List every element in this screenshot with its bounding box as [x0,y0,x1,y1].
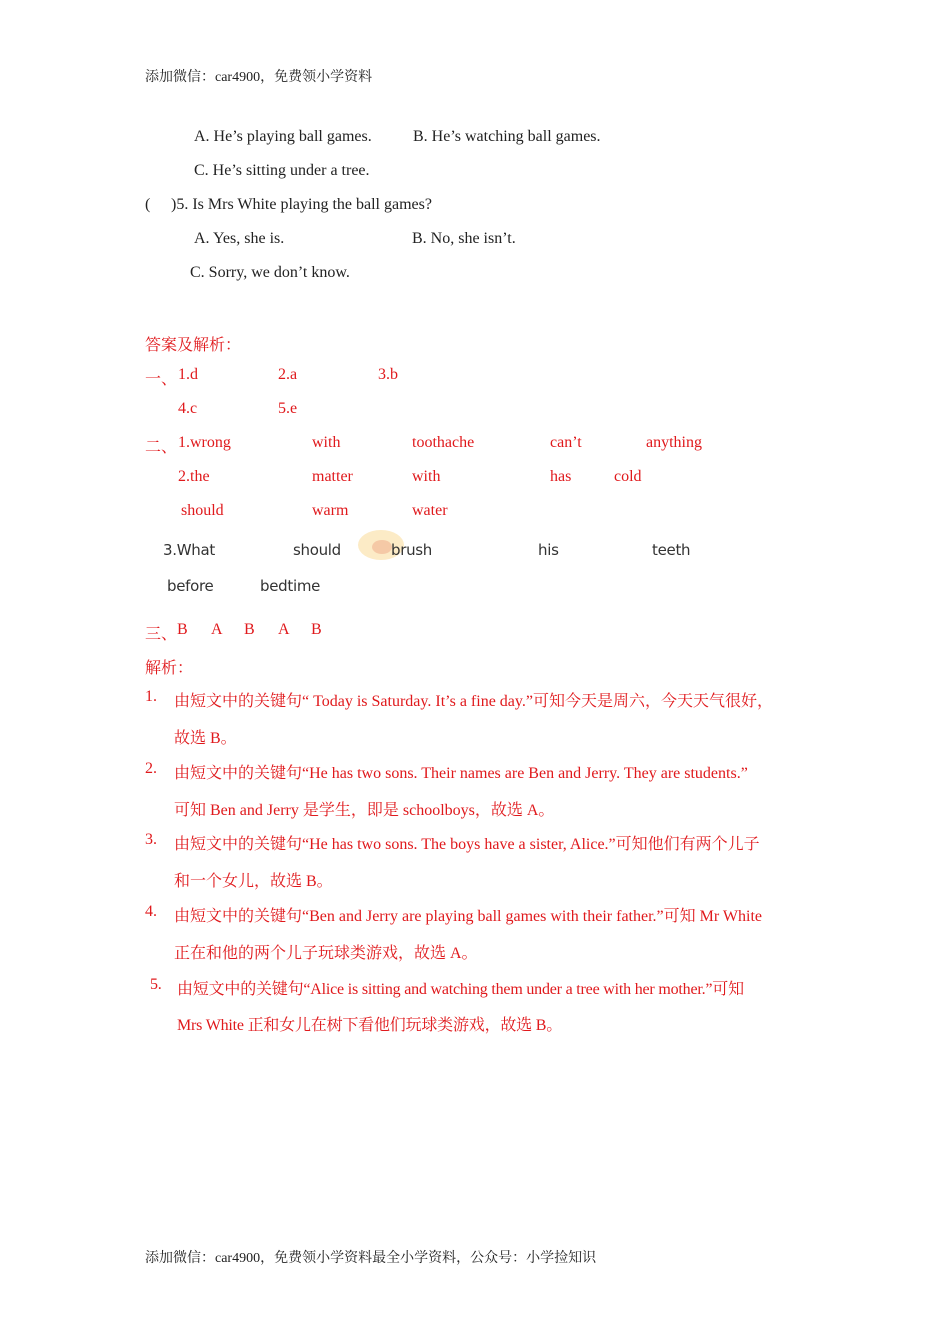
analysis-title: 解析： [145,660,194,677]
explanation-number: 3. [145,831,157,848]
part2-word: cold [614,468,642,485]
part1-answer: 4.c [178,400,198,417]
part2-word: brush [391,541,433,559]
explanation-line: 和一个女儿，故选 B。 [174,873,333,890]
q5-paren: ( [145,196,151,213]
explanation-number: 4. [145,903,157,920]
part2-word: 3.What [163,541,215,559]
part1-answer: 5.e [278,400,298,417]
part2-label: 二、 [145,439,178,456]
part2-word: with [412,468,441,485]
answers-title: 答案及解析： [145,337,242,354]
explanation-number: 5. [150,976,162,993]
q5-option-c: C. Sorry, we don’t know. [190,264,350,281]
part2-word: can’t [550,434,582,451]
part2-word: matter [312,468,353,485]
q5-stem: )5. Is Mrs White playing the ball games? [171,196,432,213]
part3-answer: B [244,621,255,638]
explanation-line: 可知 Ben and Jerry 是学生，即是 schoolboys，故选 A。 [174,802,555,819]
part2-word: 1.wrong [178,434,231,451]
q5-option-a: A. Yes, she is. [194,230,285,247]
explanation-line: 故选 B。 [174,730,237,747]
part2-word: toothache [412,434,475,451]
part2-word: his [538,541,559,559]
part2-word: bedtime [260,577,321,595]
part3-answer: A [211,621,223,638]
explanation-line: 正在和他的两个儿子玩球类游戏，故选 A。 [174,945,478,962]
explanation-line: 由短文中的关键句“He has two sons. The boys have a sister, Alice.”可知他们有两个儿子 [174,836,760,853]
part2-word: teeth [652,541,691,559]
part1-answer: 2.a [278,366,298,383]
explanation-line: 由短文中的关键句“He has two sons. Their names are Ben and Jerry. They are students.” [174,765,748,782]
explanation-number: 2. [145,760,157,777]
part2-word: has [550,468,572,485]
part2-word: anything [646,434,702,451]
part2-word: before [167,577,214,595]
part3-label: 三、 [145,626,178,643]
explanation-line: 由短文中的关键句“ Today is Saturday. It’s a fine day.”可知今天是周六，今天天气很好， [174,693,773,710]
part2-word: with [312,434,341,451]
explanation-line: Mrs White 正和女儿在树下看他们玩球类游戏，故选 B。 [177,1017,563,1034]
part3-answer: B [311,621,322,638]
part1-label: 一、 [145,371,178,388]
part2-word: should [293,541,341,559]
explanation-number: 1. [145,688,157,705]
part1-answer: 3.b [378,366,398,383]
part3-answer: B [177,621,188,638]
q5-option-b: B. No, she isn’t. [412,230,516,247]
part2-word: warm [312,502,349,519]
part2-word: water [412,502,448,519]
part2-word: 2.the [178,468,210,485]
part2-word: should [181,502,224,519]
part3-answer: A [278,621,290,638]
watermark-blob [372,540,392,554]
explanation-line: 由短文中的关键句“Ben and Jerry are playing ball games with their father.”可知 Mr White [174,908,763,925]
q4-option-b: B. He’s watching ball games. [413,128,601,145]
page-footer: 添加微信：car4900，免费领小学资料最全小学资料，公众号：小学捡知识 [145,1251,597,1266]
q4-option-c: C. He’s sitting under a tree. [194,162,370,179]
page-header: 添加微信：car4900，免费领小学资料 [145,70,373,85]
part1-answer: 1.d [178,366,198,383]
q4-option-a: A. He’s playing ball games. [194,128,372,145]
explanation-line: 由短文中的关键句“Alice is sitting and watching them under a tree with her mother.”可知 [177,981,744,998]
